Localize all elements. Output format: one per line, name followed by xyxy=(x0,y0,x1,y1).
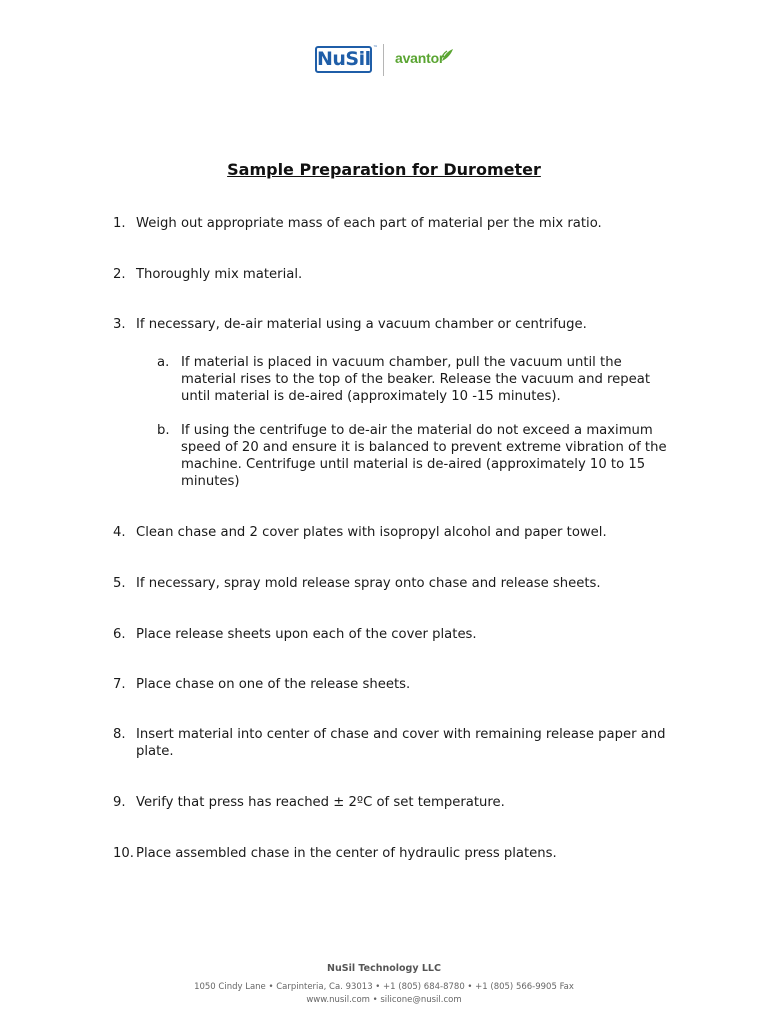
avantor-leaf-icon xyxy=(440,48,454,62)
footer-address: 1050 Cindy Lane • Carpinteria, Ca. 93013 • +1 (805) 684-8780 • +1 (805) 566-9905 Fax xyxy=(194,982,574,992)
step-number: 3. xyxy=(113,317,126,332)
trademark-mark: ™ xyxy=(373,45,378,51)
list-item xyxy=(113,676,678,693)
substep-letter: b. xyxy=(157,423,170,438)
sub-list-item xyxy=(157,354,678,405)
step-number: 7. xyxy=(113,677,126,692)
list-item xyxy=(113,316,678,333)
avantor-logo: avantor xyxy=(395,50,445,66)
step-number: 9. xyxy=(113,795,126,810)
list-item xyxy=(113,215,678,232)
logo-divider xyxy=(383,44,384,76)
footer-contact: www.nusil.com • silicone@nusil.com xyxy=(306,995,462,1005)
step-number: 4. xyxy=(113,525,126,540)
page-title: Sample Preparation for Durometer xyxy=(227,160,541,179)
step-text: Insert material into center of chase and cover with remaining release paper and plate. xyxy=(136,727,666,759)
list-item xyxy=(113,726,678,760)
step-number: 10. xyxy=(113,846,134,861)
list-item xyxy=(113,266,678,283)
list-item xyxy=(113,626,678,643)
step-number: 5. xyxy=(113,576,126,591)
step-text: Place assembled chase in the center of hydraulic press platens. xyxy=(136,846,557,861)
step-text: Verify that press has reached ± 2ºC of set temperature. xyxy=(136,795,505,810)
substep-letter: a. xyxy=(157,355,170,370)
header-logos xyxy=(0,44,768,78)
step-text: Weigh out appropriate mass of each part of material per the mix ratio. xyxy=(136,216,602,231)
substep-text: If material is placed in vacuum chamber, pull the vacuum until the material rises to the top of the beaker. Release the vacuum and repeat until material is de-aired (approximately 10 -15 minutes). xyxy=(181,355,651,404)
step-number: 2. xyxy=(113,267,126,282)
step-text: Thoroughly mix material. xyxy=(136,267,303,282)
step-number: 8. xyxy=(113,727,126,742)
list-item xyxy=(113,575,678,592)
sub-list-item xyxy=(157,422,678,490)
step-text: If necessary, spray mold release spray onto chase and release sheets. xyxy=(136,576,601,591)
step-text: Clean chase and 2 cover plates with isopropyl alcohol and paper towel. xyxy=(136,525,607,540)
nusil-logo: NuSil xyxy=(315,46,372,73)
step-text: Place release sheets upon each of the cover plates. xyxy=(136,627,477,642)
substep-text: If using the centrifuge to de-air the material do not exceed a maximum speed of 20 and ensure it is balanced to prevent extreme vibration of the machine. Centrifuge until material is de-aired (approximately 10 to 15 minutes) xyxy=(181,423,667,489)
footer-company: NuSil Technology LLC xyxy=(327,963,441,974)
list-item xyxy=(113,845,678,862)
step-number: 1. xyxy=(113,216,126,231)
step-number: 6. xyxy=(113,627,126,642)
step-text: If necessary, de-air material using a vacuum chamber or centrifuge. xyxy=(136,317,587,332)
list-item xyxy=(113,794,678,811)
list-item xyxy=(113,524,678,541)
step-text: Place chase on one of the release sheets. xyxy=(136,677,411,692)
